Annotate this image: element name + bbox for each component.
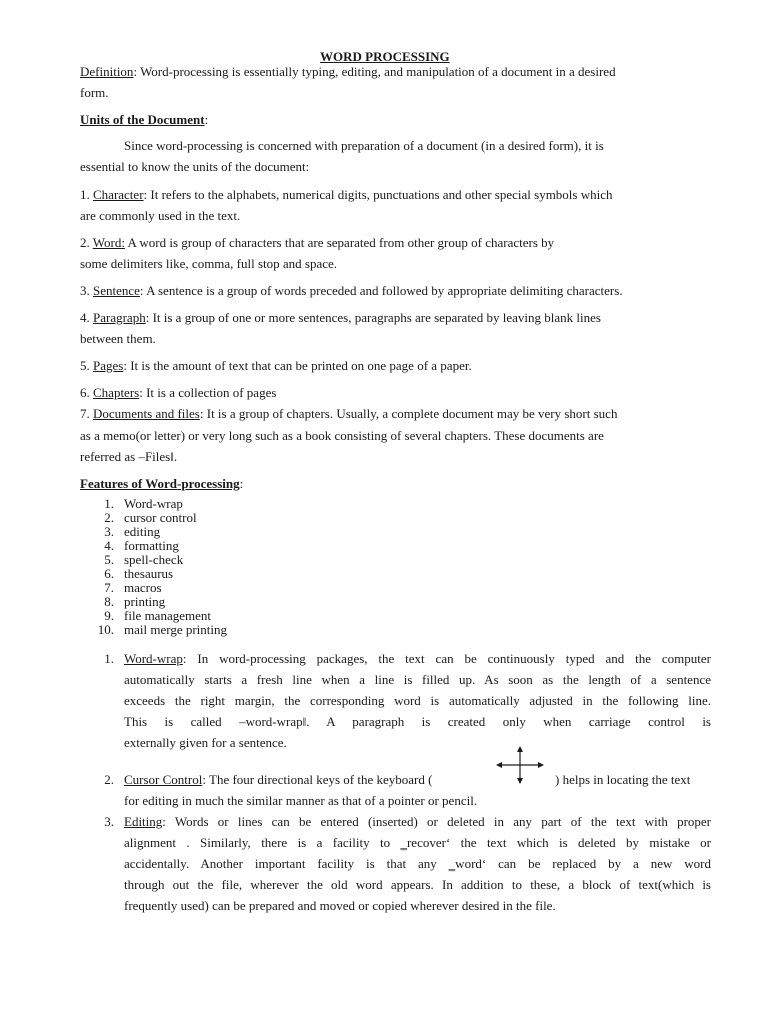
directional-arrows-icon [496, 746, 544, 784]
wordwrap-line-3: exceeds the right margin, the corresponding word is automatically adjusted in the following line. [124, 693, 711, 708]
unit-character: 1. Character: It refers to the alphabets, numerical digits, punctuations and other special symbols which [80, 187, 613, 202]
intro-line-1: Since word-processing is concerned with preparation of a document (in a desired form), it is [124, 138, 604, 153]
cursor-line-1a: Cursor Control: The four directional keys of the keyboard ( [124, 772, 433, 787]
unit-chapters: 6. Chapters: It is a collection of pages [80, 385, 277, 400]
unit-character-cont: are commonly used in the text. [80, 208, 241, 223]
unit-pages: 5. Pages: It is the amount of text that can be printed on one page of a paper. [80, 358, 472, 373]
cursor-line-2: for editing in much the similar manner as that of a pointer or pencil. [124, 793, 478, 808]
unit-paragraph-cont: between them. [80, 331, 156, 346]
units-heading: Units of the Document: [80, 112, 209, 127]
editing-line-5: frequently used) can be prepared and moved or copied wherever desired in the file. [124, 898, 556, 913]
wordwrap-line-5: externally given for a sentence. [124, 735, 287, 750]
unit-sentence: 3. Sentence: A sentence is a group of words preceded and followed by appropriate delimiting characters. [80, 283, 623, 298]
definition-label: Definition [80, 64, 134, 79]
unit-paragraph: 4. Paragraph: It is a group of one or more sentences, paragraphs are separated by leaving blank lines [80, 310, 601, 325]
unit-word-cont: some delimiters like, comma, full stop and space. [80, 256, 338, 271]
editing-line-1: Editing: Words or lines can be entered (inserted) or deleted in any part of the text with proper [124, 814, 711, 829]
definition-line-2: form. [80, 85, 109, 100]
term-paragraph: Paragraph [93, 310, 146, 325]
editing-line-2: alignment . Similarly, there is a facility to ‗recover‘ the text which is deleted by mistake or [124, 835, 711, 850]
term-chapters: Chapters [93, 385, 140, 400]
editing-line-4: through out the file, wherever the old word appears. In addition to these, a block of text(which is [124, 877, 711, 892]
wordwrap-line-4: This is called –word-wrap‖. A paragraph is created only when carriage control is [124, 714, 711, 729]
term-cursor-control: Cursor Control [124, 772, 203, 787]
intro-line-2: essential to know the units of the document: [80, 159, 310, 174]
unit-word: 2. Word: A word is group of characters that are separated from other group of characters by [80, 235, 555, 250]
definition-line-1: Definition: Word-processing is essentially typing, editing, and manipulation of a document in a desired [80, 64, 616, 79]
term-documents: Documents and files [93, 406, 200, 421]
term-character: Character [93, 187, 144, 202]
page-title: WORD PROCESSING [320, 49, 450, 64]
unit-documents: 7. Documents and files: It is a group of chapters. Usually, a complete document may be very short such [80, 406, 618, 421]
unit-documents-cont-1: as a memo(or letter) or very long such as a book consisting of several chapters. These documents are [80, 428, 604, 443]
term-pages: Pages [93, 358, 124, 373]
term-word: Word: [92, 235, 125, 250]
wordwrap-line-2: automatically starts a fresh line when a line is filled up. As soon as the length of a sentence [124, 672, 711, 687]
editing-line-3: accidentally. Another important facility is that any ‗word‘ can be replaced by a new word [124, 856, 711, 871]
wordwrap-line-1: Word-wrap: In word-processing packages, the text can be continuously typed and the computer [124, 651, 711, 666]
term-editing: Editing [124, 814, 163, 829]
features-heading: Features of Word-processing: [80, 476, 244, 491]
unit-documents-cont-2: referred as –Files‖. [80, 449, 178, 464]
term-sentence: Sentence [93, 283, 140, 298]
term-word-wrap: Word-wrap [124, 651, 183, 666]
cursor-line-1b: ) helps in locating the text [555, 772, 691, 787]
